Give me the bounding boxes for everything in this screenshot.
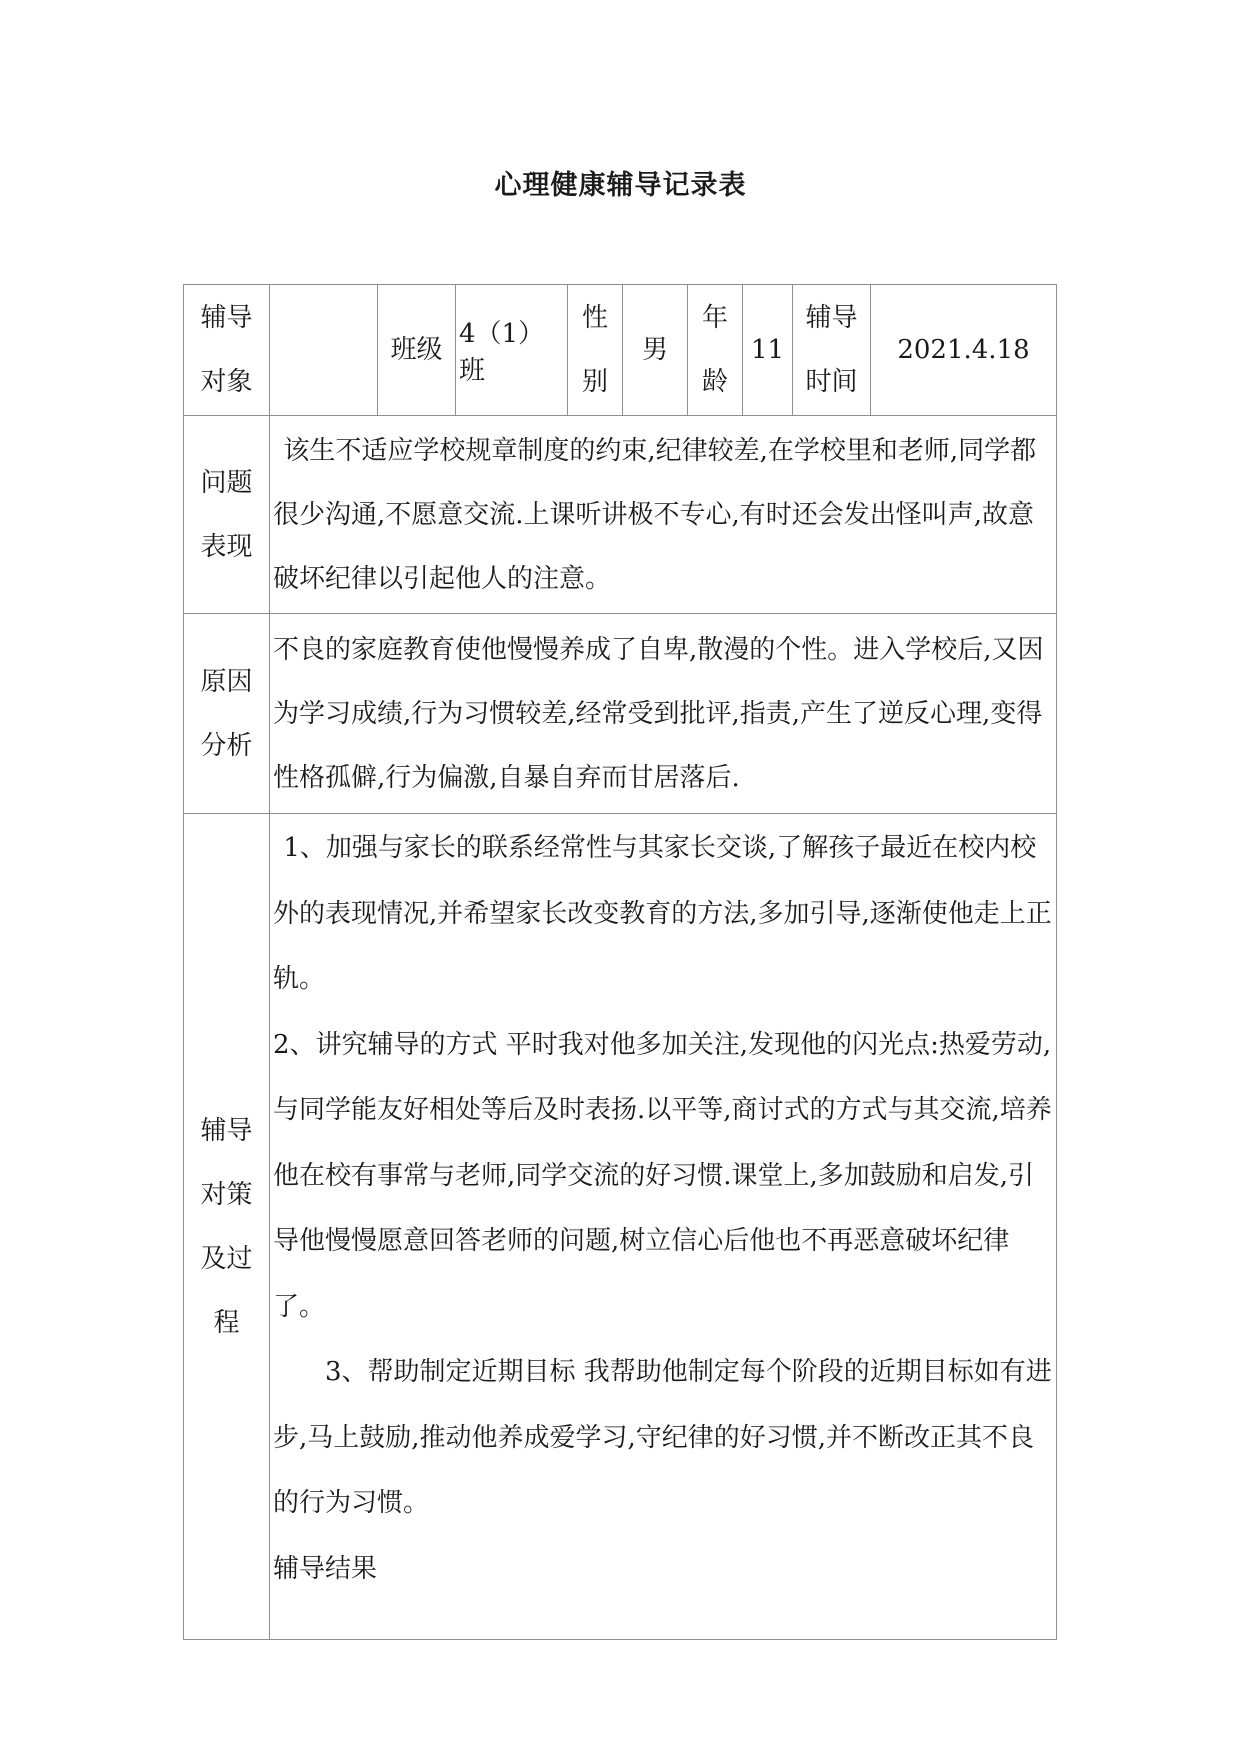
problem-text: 该生不适应学校规章制度的约束,纪律较差,在学校里和老师,同学都很少沟通,不愿意交流.上课听讲极不专心,有时还会发出怪叫声,故意破坏纪律以引起他人的注意。 (270, 416, 1057, 614)
gender-value: 男 (623, 285, 688, 416)
process-result-heading: 辅导结果 (273, 1553, 378, 1584)
time-label: 辅导 时间 (793, 285, 871, 416)
cause-label: 原因 分析 (184, 614, 270, 814)
target-label: 辅导 对象 (184, 285, 270, 416)
age-label: 年 龄 (688, 285, 743, 416)
process-label: 辅导 对策 及过 程 (184, 814, 270, 1640)
age-value: 11 (743, 285, 793, 416)
process-text (270, 814, 1057, 1640)
problem-label: 问题 表现 (184, 416, 270, 614)
target-value (270, 285, 378, 416)
process-row (184, 814, 1057, 1640)
header-row (184, 285, 1057, 416)
class-value: 4（1）班 (456, 285, 568, 416)
process-paragraph-3: 3、帮助制定近期目标 我帮助他制定每个阶段的近期目标如有进步,马上鼓励,推动他养成爱学习,守纪律的好习惯,并不断改正其不良的行为习惯。 (273, 1357, 1052, 1518)
process-paragraph-1: 1、加强与家长的联系经常性与其家长交谈,了解孩子最近在校内校外的表现情况,并希望家长改变教育的方法,多加引导,逐渐使他走上正轨。 (273, 833, 1052, 994)
class-label: 班级 (378, 285, 456, 416)
gender-label: 性 别 (568, 285, 623, 416)
record-table (183, 284, 1057, 1640)
page-title: 心理健康辅导记录表 (494, 170, 747, 201)
cause-text: 不良的家庭教育使他慢慢养成了自卑,散漫的个性。进入学校后,又因为学习成绩,行为习惯较差,经常受到批评,指责,产生了逆反心理,变得性格孤僻,行为偏激,自暴自弃而甘居落后. (270, 614, 1057, 814)
problem-row (184, 416, 1057, 614)
time-value: 2021.4.18 (871, 285, 1057, 416)
cause-row (184, 614, 1057, 814)
process-paragraph-2: 2、讲究辅导的方式 平时我对他多加关注,发现他的闪光点:热爱劳动,与同学能友好相处等后及时表扬.以平等,商讨式的方式与其交流,培养他在校有事常与老师,同学交流的好习惯.课堂上,多加鼓励和启发,引导他慢慢愿意回答老师的问题,树立信心后他也不再恶意破坏纪律了。 (273, 1029, 1052, 1322)
